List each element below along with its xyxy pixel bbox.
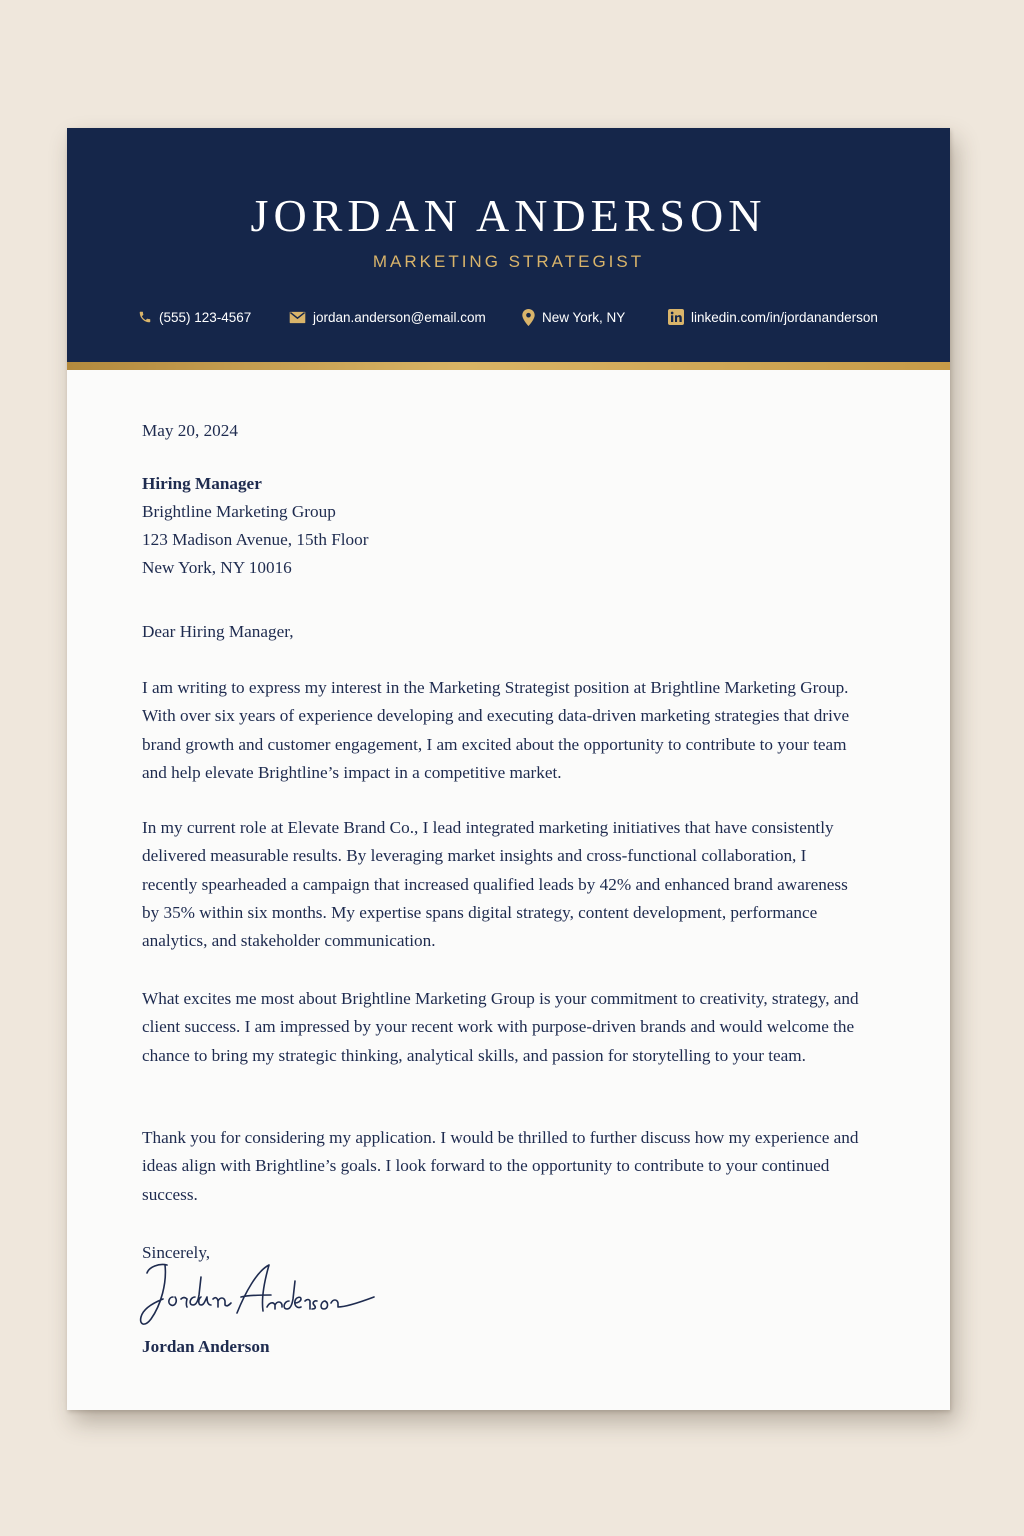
contact-email-text[interactable]: jordan.anderson@email.com — [313, 309, 486, 325]
recipient-city: New York, NY 10016 — [142, 558, 292, 577]
contact-linkedin[interactable] — [668, 306, 878, 328]
handwritten-signature — [137, 1253, 407, 1333]
closing-word: Sincerely, — [142, 1243, 211, 1262]
recipient-street: 123 Madison Avenue, 15th Floor — [142, 530, 369, 549]
contact-location-text: New York, NY — [542, 309, 626, 325]
contact-linkedin-text[interactable]: linkedin.com/in/jordananderson — [691, 309, 878, 325]
phone-icon — [138, 310, 152, 324]
contact-location — [522, 306, 625, 328]
signer-name: Jordan Anderson — [142, 1337, 270, 1356]
letter-date: May 20, 2024 — [142, 421, 238, 440]
envelope-icon — [289, 311, 306, 324]
paragraph-experience: In my current role at Elevate Brand Co., I lead integrated marketing initiatives that have consistently delivered measurable results. By leveraging market insights and cross-functional collaboration, I recently spearheaded a campaign that increased qualified leads by 42% and enhanced brand awareness by 35% within six months. My expertise spans digital strategy, content development, performance analytics, and stakeholder communication. — [142, 818, 848, 951]
paragraph-intro: I am writing to express my interest in the Marketing Strategist position at Brightline Marketing Group. With over six years of experience developing and executing data-driven marketing strategies that drive brand growth and customer engagement, I am excited about the opportunity to contribute to your team and help elevate Brightline’s impact in a competitive market. — [142, 678, 850, 782]
applicant-title: MARKETING STRATEGIST — [372, 252, 645, 271]
recipient-name: Hiring Manager — [142, 474, 262, 493]
paragraph-motivation: What excites me most about Brightline Marketing Group is your commitment to creativity, strategy, and client success. I am impressed by your recent work with purpose-driven brands and would welcome the chance to bring my strategic thinking, analytical skills, and passion for storytelling to your team. — [142, 989, 859, 1065]
letterhead-banner — [67, 128, 950, 362]
letter-sheet — [67, 128, 950, 1410]
linkedin-icon — [668, 309, 684, 325]
location-pin-icon — [522, 309, 535, 326]
contact-phone — [138, 306, 251, 328]
contact-phone-text: (555) 123-4567 — [159, 309, 252, 325]
gold-divider — [67, 362, 950, 370]
paragraph-closing: Thank you for considering my application. I would be thrilled to further discuss how my experience and ideas align with Brightline’s goals. I look forward to the opportunity to contribute to your continued success. — [142, 1128, 859, 1204]
salutation: Dear Hiring Manager, — [142, 622, 294, 641]
contact-email[interactable] — [289, 306, 486, 328]
recipient-company: Brightline Marketing Group — [142, 502, 336, 521]
applicant-name: JORDAN ANDERSON — [250, 190, 767, 241]
